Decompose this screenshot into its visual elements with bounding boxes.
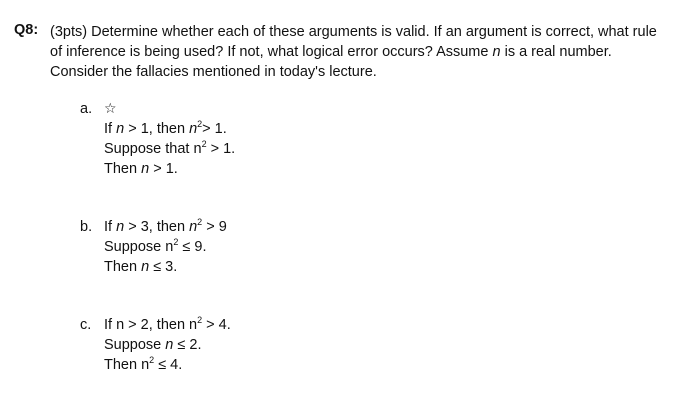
item-a-marker: a. bbox=[80, 101, 93, 117]
question-label: Q8: bbox=[14, 22, 39, 38]
question-prompt bbox=[50, 22, 675, 82]
item-b-line: Suppose $n^2 \le 9$. bbox=[104, 237, 207, 255]
question-line: Consider the fallacies mentioned in today's lecture. bbox=[50, 64, 377, 80]
item-c-line: Then $n^2 \le 4$. bbox=[104, 355, 183, 373]
item-a-line: Then n > 1. bbox=[104, 161, 178, 177]
item-b-line: If n > 3, then $n^2 > 9$ bbox=[104, 217, 227, 235]
item-a-line: If n > 1, then $n^2> 1$. bbox=[104, 119, 227, 137]
item-c-line: If n > 2, then $n^2 > 4$. bbox=[104, 315, 231, 333]
star-icon: ☆ bbox=[104, 101, 117, 117]
item-c-marker: c. bbox=[80, 317, 92, 333]
question-line: (3pts) Determine whether each of these arguments is valid. If an argument is correct, what rule bbox=[50, 24, 657, 40]
question-line: of inference is being used? If not, what logical error occurs? Assume n is a real number. bbox=[50, 44, 612, 60]
item-c-line: Suppose n ≤ 2. bbox=[104, 337, 202, 353]
item-b-marker: b. bbox=[80, 219, 93, 235]
item-b-line: Then n ≤ 3. bbox=[104, 259, 178, 275]
item-a-line: Suppose that $n^2 > 1$. bbox=[104, 139, 236, 157]
